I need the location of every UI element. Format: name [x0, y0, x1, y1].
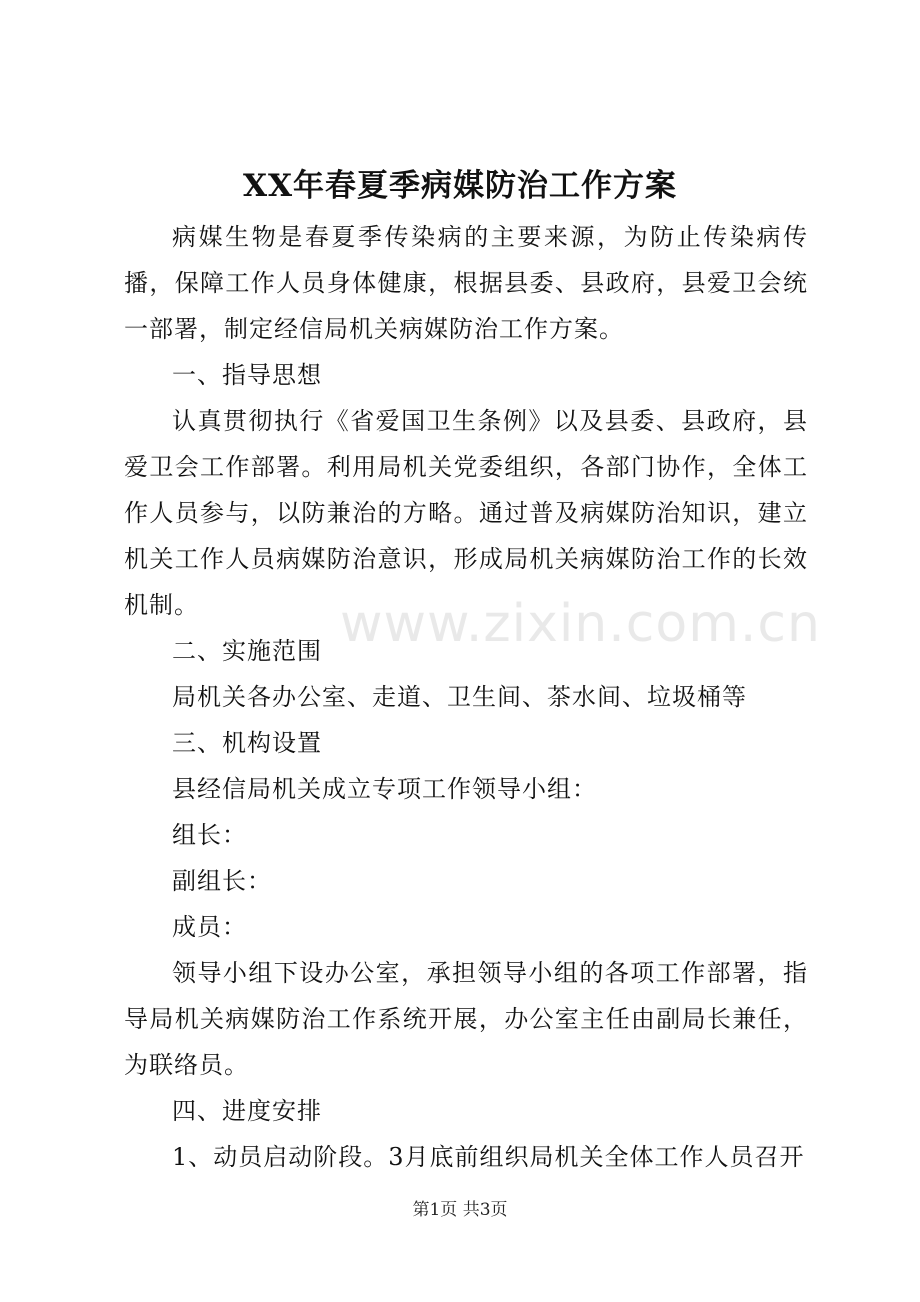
section-heading-3: 三、机构设置	[172, 729, 322, 757]
paragraph-org-setup: 县经信局机关成立专项工作领导小组：	[172, 775, 597, 803]
document-body	[124, 214, 808, 1180]
paragraph-leader: 组长：	[172, 821, 247, 849]
paragraph-intro: 病媒生物是春夏季传染病的主要来源，为防止传染病传播，保障工作人员身体健康，根据县委、县政府，县爱卫会统一部署，制定经信局机关病媒防治工作方案。	[124, 223, 808, 343]
page-footer: 第1页 共3页	[412, 1200, 508, 1220]
paragraph-scope: 局机关各办公室、走道、卫生间、茶水间、垃圾桶等	[172, 683, 747, 711]
paragraph-members: 成员：	[172, 913, 247, 941]
watermark: www.zixin.com.cn	[340, 594, 821, 654]
paragraph-guiding-thought: 认真贯彻执行《省爱国卫生条例》以及县委、县政府，县爱卫会工作部署。利用局机关党委组织，各部门协作，全体工作人员参与，以防兼治的方略。通过普及病媒防治知识，建立机关工作人员病媒防治意识，形成局机关病媒防治工作的长效机制。	[124, 407, 808, 619]
paragraph-deputy-leader: 副组长：	[172, 867, 272, 895]
section-heading-4: 四、进度安排	[172, 1097, 322, 1125]
section-heading-2: 二、实施范围	[172, 637, 322, 665]
paragraph-schedule-1: 1、动员启动阶段。3月底前组织局机关全体工作人员召开	[172, 1143, 805, 1171]
paragraph-office: 领导小组下设办公室，承担领导小组的各项工作部署，指导局机关病媒防治工作系统开展，办公室主任由副局长兼任，为联络员。	[124, 959, 808, 1079]
document-title: XX年春夏季病媒防治工作方案	[242, 168, 678, 204]
section-heading-1: 一、指导思想	[172, 361, 322, 389]
